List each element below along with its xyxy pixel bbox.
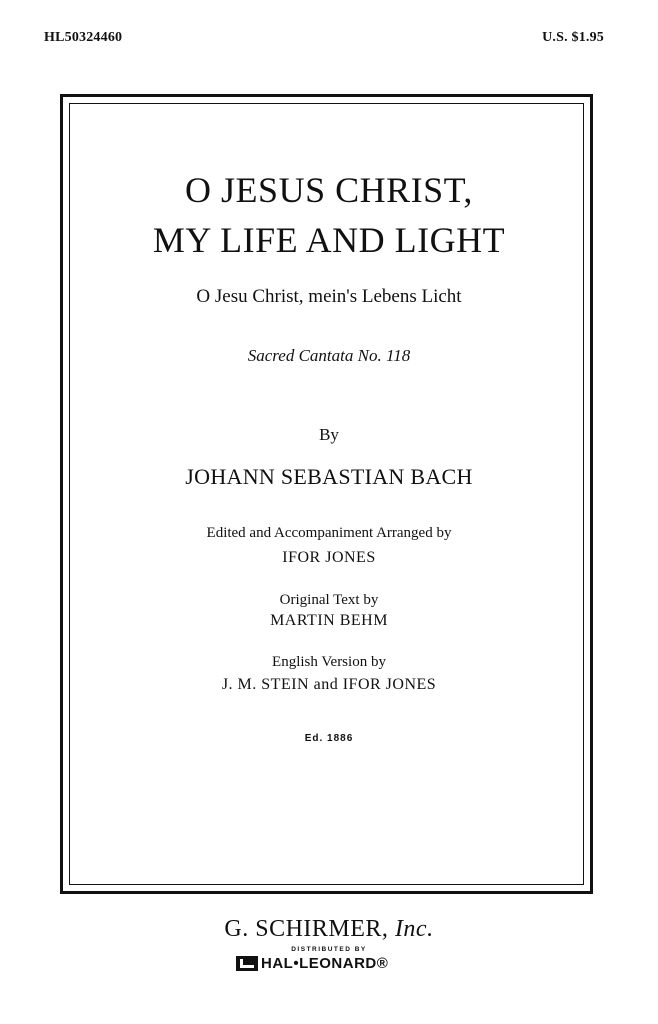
original-text-label: Original Text by <box>279 592 379 608</box>
editor-name: IFOR JONES <box>282 549 376 566</box>
hal-leonard-logo <box>236 954 388 972</box>
publisher-main: G. SCHIRMER, <box>224 916 389 942</box>
composer-name: JOHANN SEBASTIAN BACH <box>185 464 473 489</box>
price: U.S. $1.95 <box>542 30 604 45</box>
title-line-1: O JESUS CHRIST, <box>185 170 473 210</box>
editor-label: Edited and Accompaniment Arranged by <box>206 525 452 541</box>
english-version-label: English Version by <box>272 654 386 670</box>
cover-frame-outer <box>60 94 593 894</box>
publisher-name <box>0 916 658 943</box>
title-line-2: MY LIFE AND LIGHT <box>152 220 506 260</box>
german-subtitle: O Jesu Christ, mein's Lebens Licht <box>196 286 462 307</box>
cantata-number: Sacred Cantata No. 118 <box>247 346 411 365</box>
hal-leonard-logo-text: HAL•LEONARD® <box>261 954 389 972</box>
original-text-author: MARTIN BEHM <box>270 612 388 629</box>
catalog-number: HL50324460 <box>44 30 123 45</box>
distributed-by-label: DISTRIBUTED BY <box>291 946 367 953</box>
english-version-authors: J. M. STEIN and IFOR JONES <box>221 676 437 693</box>
hal-leonard-mark-icon <box>236 956 258 971</box>
edition-number: Ed. 1886 <box>304 733 354 744</box>
publisher-suffix: Inc. <box>394 916 434 942</box>
by-label: By <box>319 425 339 444</box>
